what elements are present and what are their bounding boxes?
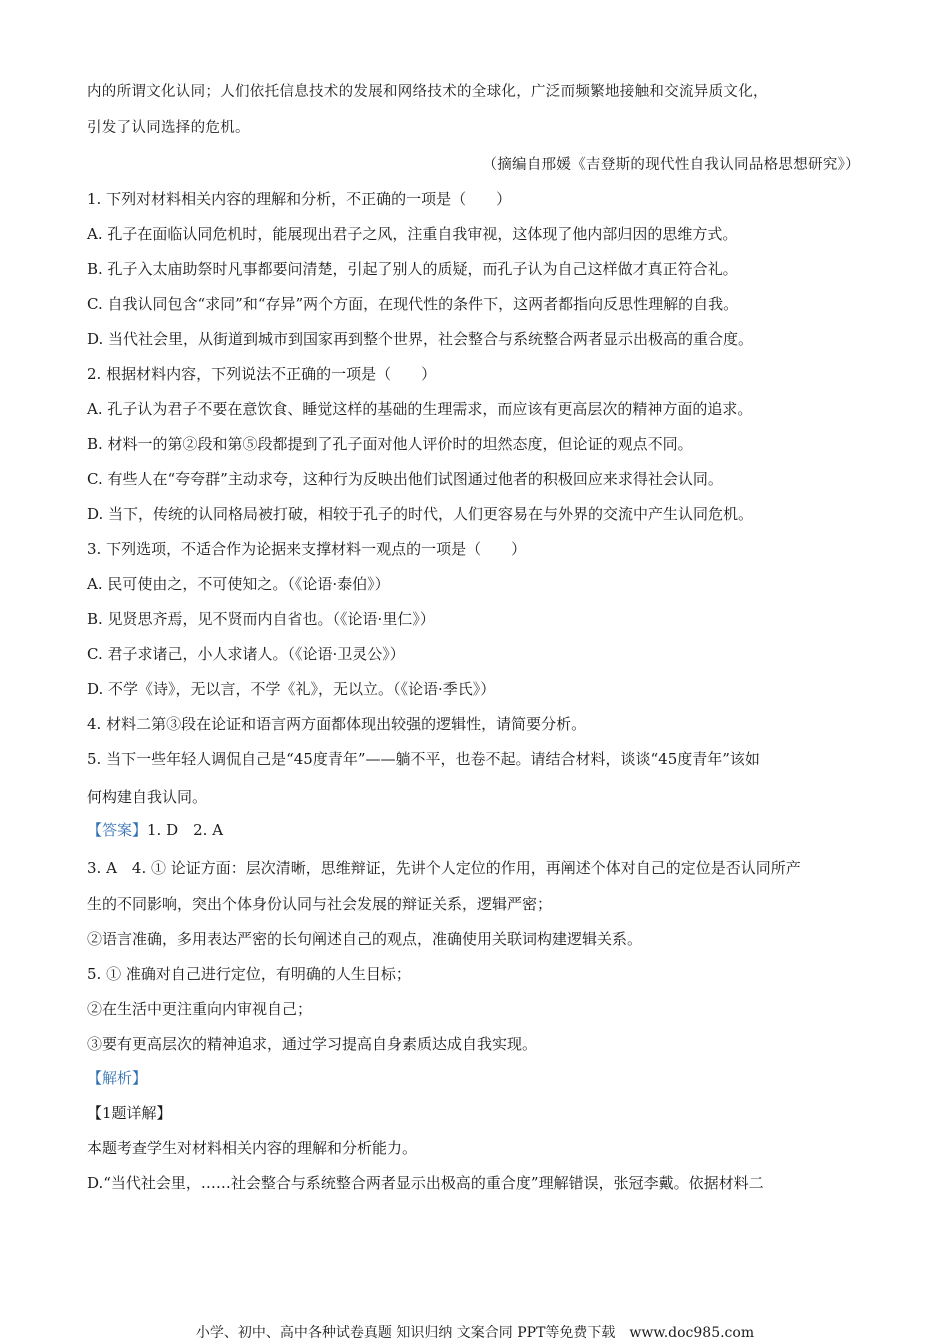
analysis-tag: 【解析】	[87, 1069, 148, 1087]
q2-option-d: D. 当下，传统的认同格局被打破，相较于孔子的时代，人们更容易在与外界的交流中产生认同危机。	[87, 505, 754, 523]
q1-option-d: D. 当代社会里，从街道到城市到国家再到整个世界，社会整合与系统整合两者显示出极高的重合度。	[87, 330, 754, 348]
page-footer: 小学、初中、高中各种试卷真题 知识归纳 文案合同 PPT等免费下载 www.doc985.com	[195, 1325, 755, 1341]
analysis-line-2: D.“当代社会里，……社会整合与系统整合两者显示出极高的重合度”理解错误，张冠李戴。依据材料二	[87, 1174, 764, 1192]
answer-line-2: 3. A 4. ① 论证方面：层次清晰，思维辩证，先讲个人定位的作用，再阐述个体对自己的定位是否认同所产	[87, 859, 801, 877]
q3-option-c: C. 君子求诸己，小人求诸人。（《论语·卫灵公》）	[87, 645, 405, 663]
q1-option-b: B. 孔子入太庙助祭时凡事都要问清楚，引起了别人的质疑，而孔子认为自己这样做才真正符合礼。	[87, 260, 738, 278]
q1-option-a: A. 孔子在面临认同危机时，能展现出君子之风，注重自我审视，这体现了他内部归因的思维方式。	[87, 225, 738, 243]
passage-line-2: 引发了认同选择的危机。	[87, 120, 250, 136]
q1-stem: 1. 下列对材料相关内容的理解和分析，不正确的一项是（ ）	[87, 190, 512, 208]
q2-option-a: A. 孔子认为君子不要在意饮食、睡觉这样的基础的生理需求，而应该有更高层次的精神方面的追求。	[87, 400, 753, 418]
answer-line-7: ③要有更高层次的精神追求，通过学习提高自身素质达成自我实现。	[87, 1035, 538, 1053]
answer-line-1	[87, 820, 223, 840]
answer-line-4: ②语言准确，多用表达严密的长句阐述自己的观点，准确使用关联词构建逻辑关系。	[87, 930, 643, 948]
passage-line-1: 内的所谓文化认同；人们依托信息技术的发展和网络技术的全球化，广泛而频繁地接触和交流异质文化，	[87, 84, 768, 100]
analysis-subheading: 【1题详解】	[87, 1104, 172, 1122]
q4-stem: 4. 材料二第③段在论证和语言两方面都体现出较强的逻辑性，请简要分析。	[87, 715, 587, 733]
q5-stem-line-2: 何构建自我认同。	[87, 788, 208, 806]
q3-option-b: B. 见贤思齐焉，见不贤而内自省也。（《论语·里仁》）	[87, 610, 435, 628]
q2-stem: 2. 根据材料内容，下列说法不正确的一项是（ ）	[87, 365, 437, 383]
q3-option-d: D. 不学《诗》，无以言，不学《礼》，无以立。（《论语·季氏》）	[87, 680, 496, 698]
passage-source: （摘编自邢媛《吉登斯的现代性自我认同品格思想研究》）	[482, 157, 860, 173]
q3-option-a: A. 民可使由之，不可使知之。（《论语·泰伯》）	[87, 575, 390, 593]
q1-option-c: C. 自我认同包含“求同”和“存异”两个方面，在现代性的条件下，这两者都指向反思性理解的自我。	[87, 295, 739, 313]
answer-line-6: ②在生活中更注重向内审视自己；	[87, 1000, 313, 1018]
q2-option-c: C. 有些人在“夸夸群”主动求夸，这种行为反映出他们试图通过他者的积极回应来求得社会认同。	[87, 470, 723, 488]
answer-line-3: 生的不同影响，突出个体身份认同与社会发展的辩证关系，逻辑严密；	[87, 895, 553, 913]
answer-line-5: 5. ① 准确对自己进行定位，有明确的人生目标；	[87, 965, 411, 983]
q2-option-b: B. 材料一的第②段和第⑤段都提到了孔子面对他人评价时的坦然态度，但论证的观点不同。	[87, 435, 693, 453]
q5-stem-line-1: 5. 当下一些年轻人调侃自己是“45度青年”——躺不平，也卷不起。请结合材料，谈谈“45度青年”该如	[87, 750, 760, 768]
analysis-line-1: 本题考查学生对材料相关内容的理解和分析能力。	[87, 1139, 418, 1157]
answer-text: 1. D 2. A	[147, 821, 224, 839]
q3-stem: 3. 下列选项，不适合作为论据来支撑材料一观点的一项是（ ）	[87, 540, 527, 558]
answer-tag: 【答案】	[87, 821, 148, 839]
